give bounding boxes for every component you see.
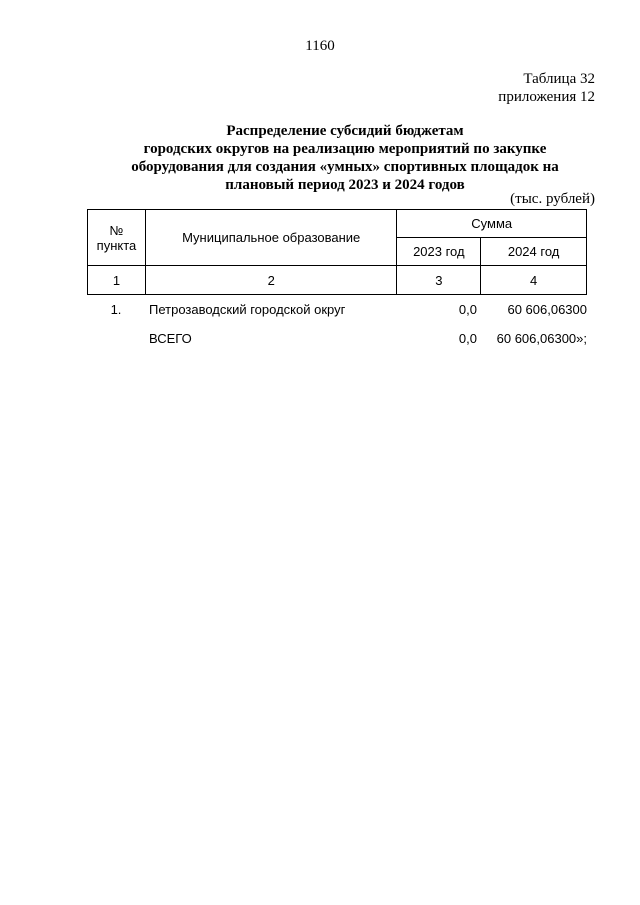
title-line2: городских округов на реализацию мероприятий по закупке bbox=[143, 141, 547, 157]
page-number: 1160 bbox=[305, 38, 335, 54]
row-value-2024: 60 606,06300 bbox=[507, 302, 587, 317]
table-row bbox=[87, 302, 587, 322]
column-number-4: 4 bbox=[481, 266, 587, 295]
total-row bbox=[87, 331, 587, 351]
header-sum: Сумма bbox=[397, 210, 587, 238]
title-line3: оборудования для создания «умных» спортивных площадок на bbox=[131, 159, 559, 175]
total-value-2024: 60 606,06300»; bbox=[496, 331, 587, 346]
row-number: 1. bbox=[110, 302, 122, 317]
header-number-line1: № bbox=[109, 222, 124, 238]
header-number-line2: пункта bbox=[96, 237, 137, 253]
column-number-1: 1 bbox=[88, 266, 146, 295]
title-line4: плановый период 2023 и 2024 годов bbox=[225, 177, 465, 193]
title-line1: Распределение субсидий бюджетам bbox=[226, 123, 464, 139]
total-value-2023: 0,0 bbox=[458, 331, 477, 346]
document-title bbox=[80, 122, 610, 194]
header-year-2024: 2024 год bbox=[481, 238, 587, 266]
column-number-3: 3 bbox=[397, 266, 481, 295]
table-reference bbox=[498, 70, 595, 106]
header-number-cell bbox=[88, 210, 146, 266]
column-number-2: 2 bbox=[145, 266, 396, 295]
row-municipality: Петрозаводский городской округ bbox=[149, 302, 346, 317]
header-year-2023: 2023 год bbox=[397, 238, 481, 266]
table-ref-line1: Таблица 32 bbox=[523, 71, 595, 87]
row-value-2023: 0,0 bbox=[458, 302, 477, 317]
table-ref-line2: приложения 12 bbox=[498, 89, 595, 105]
subsidy-table-header bbox=[87, 209, 587, 295]
units-label: (тыс. рублей) bbox=[510, 191, 595, 207]
total-label: ВСЕГО bbox=[149, 331, 192, 346]
header-municipality: Муниципальное образование bbox=[145, 210, 396, 266]
